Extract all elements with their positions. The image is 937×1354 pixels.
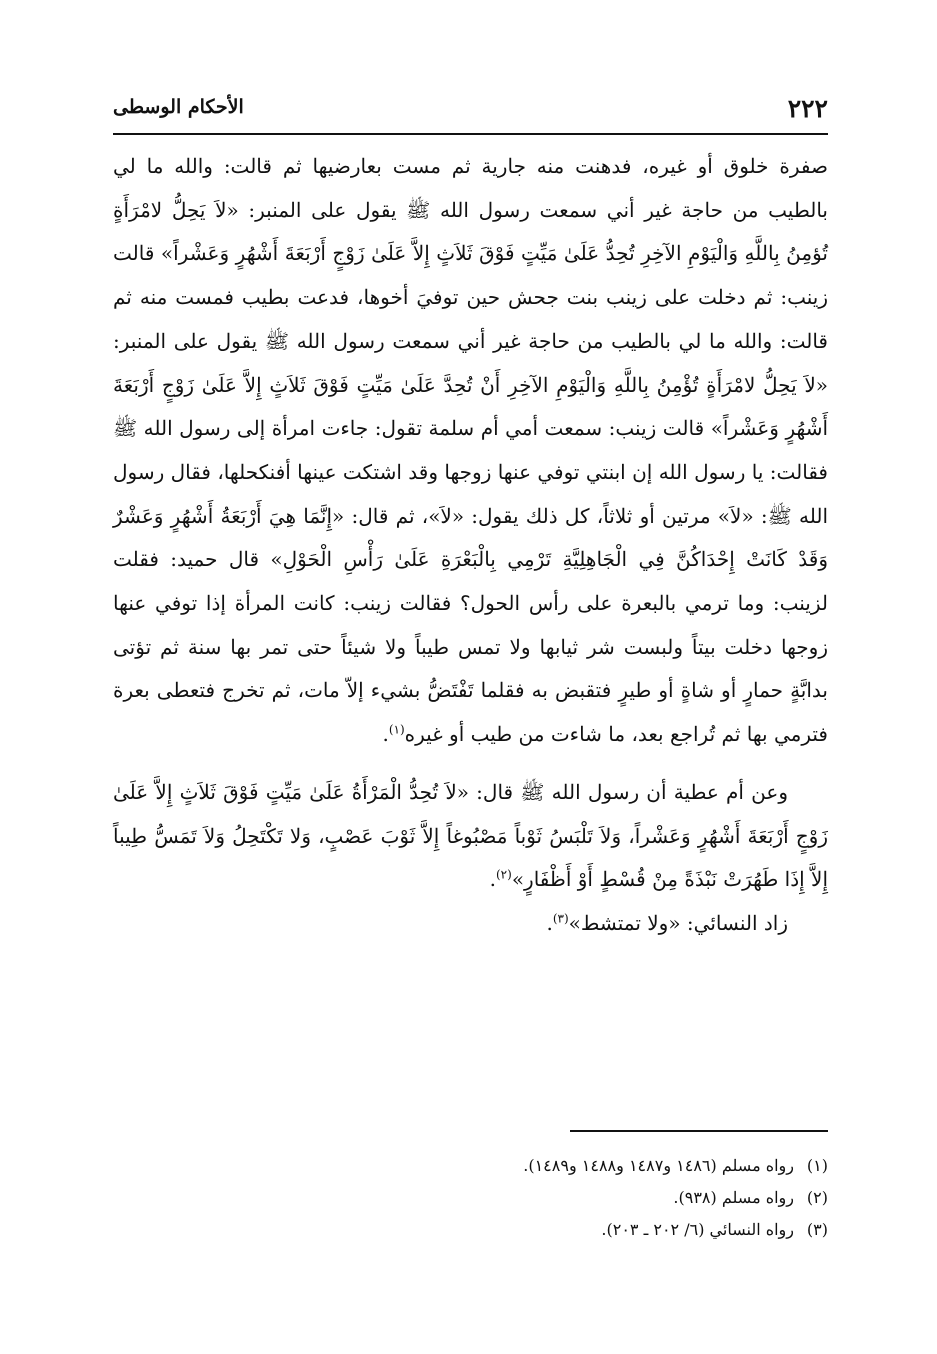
text-run: قال حميد: فقلت لزينب: وما ترمي بالبعرة على رأس الحول؟ فقالت زينب: كانت المرأة إذا توفي عنها زوجها دخلت بيتاً ولبست شر ثيابها ولا تمس طيباً ولا شيئاً حتى تمر بها سنة ثم تؤتى بدابَّةٍ حمارٍ أو شاةٍ أو طيرٍ فتقبض به فقلما تَفْتَضُّ بشيء إلاّ مات، ثم تخرج فتعطى بعرة فترمي بها ثم تُراجع بعد، ما شاءت من طيب أو غيره bbox=[113, 547, 828, 747]
text-run: مرتين أو ثلاثاً، كل ذلك يقول: bbox=[464, 503, 718, 528]
footnote-text: رواه النسائي (٦/ ٢٠٢ ـ ٢٠٣). bbox=[601, 1220, 794, 1239]
hadith-quote: «لاَ يَحِلُّ لامْرَأَةٍ تُؤمِنُ بِاللَّهِ وَالْيَوْمِ الآخِرِ تُحِدُّ عَلَىٰ مَيِّتٍ فَوْقَ ثَلاَثٍ إِلاَّ عَلَىٰ زَوْجٍ أَرْبَعَةَ أَشْهُرٍ وَعَشْراً» bbox=[113, 197, 828, 266]
text-run: قالت زينب: سمعت أمي أم سلمة تقول: جاءت امرأة إلى رسول الله ﷺ فقالت: يا رسول الله إن ابنتي توفي عنها زوجها وقد اشتكت عينها أفنكحلها، فقال رسول الله ﷺ: bbox=[113, 416, 829, 528]
text-run: صفرة خلوق أو غيره، فدهنت منه جارية ثم مست بعارضيها ثم قالت: والله ما لي بالطيب من حاجة غير أني سمعت رسول الله ﷺ يقول على المنبر: bbox=[113, 154, 829, 222]
footnote-2 bbox=[113, 1182, 828, 1214]
footnote-number: (١) bbox=[806, 1156, 828, 1175]
footnote-1 bbox=[113, 1150, 828, 1182]
paragraph-3 bbox=[113, 902, 828, 946]
footnote-ref-1: (١) bbox=[388, 722, 405, 737]
paragraph-1 bbox=[113, 145, 828, 757]
hadith-quote: «لاَ» bbox=[717, 503, 754, 528]
hadith-quote: «لاَ» bbox=[428, 503, 465, 528]
running-title: الأحكام الوسطى bbox=[113, 96, 244, 118]
footnotes bbox=[113, 1150, 828, 1246]
hadith-quote: «إِنَّمَا هِيَ أَرْبَعَةُ أَشْهُرٍ وَعَشْرٌ وَقَدْ كَانَتْ إِحْدَاكُنَّ فِي الْجَاهِلِيَّةِ تَرْمِي بِالْبَعْرَةِ عَلَىٰ رَأْسِ الْحَوْلِ» bbox=[113, 503, 828, 572]
footnote-number: (٣) bbox=[806, 1220, 828, 1239]
footnote-text: رواه مسلم (١٤٨٦ و١٤٨٧ و١٤٨٨ و١٤٨٩). bbox=[523, 1156, 794, 1175]
hadith-quote: «لاَ يَحِلُّ لامْرَأَةٍ تُؤْمِنُ بِاللَّهِ وَالْيَوْمِ الآخِرِ أَنْ تُحِدَّ عَلَىٰ مَيِّتٍ فَوْقَ ثَلاَثٍ إِلاَّ عَلَىٰ زَوْجٍ أَرْبَعَةَ أَشْهُرٍ وَعَشْراً» bbox=[113, 372, 829, 441]
page-number: ٢٢٢ bbox=[787, 94, 828, 123]
paragraph-2 bbox=[113, 771, 828, 902]
text-run: قالت زينب: ثم دخلت على زينب بنت جحش حين توفيَ أخوها، فدعت بطيب فمست منه ثم قالت: والله ما لي بالطيب من حاجة غير أني سمعت رسول الله ﷺ يقول على المنبر: bbox=[113, 241, 828, 353]
text-run: ، ثم قال: bbox=[344, 503, 429, 528]
hadith-quote: «ولا تمتشط» bbox=[568, 910, 681, 935]
header-divider bbox=[113, 133, 828, 135]
text-run: . bbox=[489, 867, 496, 892]
text-run: زاد النسائي: bbox=[680, 910, 788, 935]
page-header bbox=[113, 92, 828, 126]
hadith-quote: «لاَ تُحِدُّ الْمَرْأَةُ عَلَىٰ مَيِّتٍ فَوْقَ ثَلاَثٍ إِلاَّ عَلَىٰ زَوْجٍ أَرْبَعَةَ أَشْهُرٍ وَعَشْراً، وَلاَ تَلْبَسُ ثَوْباً مَصْبُوغاً إِلاَّ ثَوْبَ عَصْبٍ، وَلا تَكْتَحِلُ وَلاَ تَمَسُّ طِيباً إِلاَّ إِذَا طَهُرَتْ نَبْذَةً مِنْ قُسْطٍ أَوْ أَظْفَارٍ» bbox=[113, 779, 828, 892]
footnote-text: رواه مسلم (٩٣٨). bbox=[673, 1188, 794, 1207]
footnote-divider bbox=[570, 1130, 828, 1132]
text-run: وعن أم عطية أن رسول الله ﷺ قال: bbox=[468, 779, 788, 804]
footnote-ref-2: (٢) bbox=[495, 867, 512, 882]
footnote-3 bbox=[113, 1214, 828, 1246]
footnote-number: (٢) bbox=[806, 1188, 828, 1207]
text-run: . bbox=[382, 722, 389, 747]
main-text bbox=[113, 145, 828, 946]
text-run: . bbox=[546, 910, 553, 935]
footnote-ref-3: (٣) bbox=[552, 911, 569, 926]
